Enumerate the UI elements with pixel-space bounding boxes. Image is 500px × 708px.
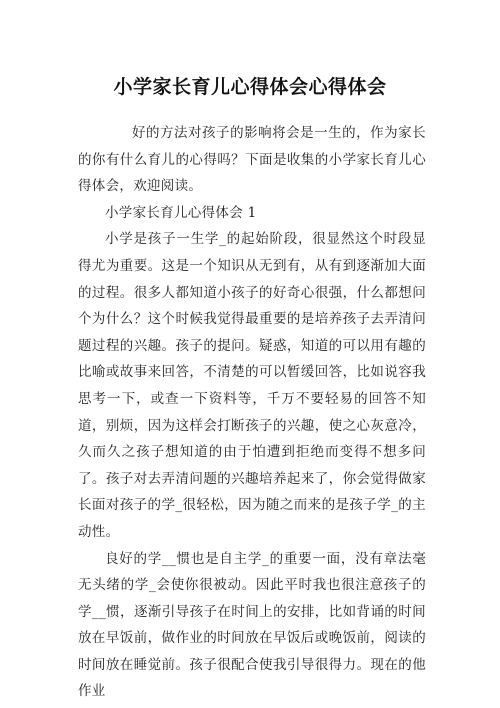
body-paragraph-2: 良好的学__惯也是自主学_的重要一面，没有章法毫无头绪的学_会使你很被动。因此平时我也很注意孩子的学__惯，逐渐引导孩子在时间上的安排，比如背诵的时间放在早饭前，做作业的时间放在早饭后或晚饭前，阅读的时间放在睡觉前。孩子很配合使我引导很得力。现在的他作业 <box>78 550 426 700</box>
section-heading: 小学家长育儿心得体会 1 <box>105 204 257 221</box>
intro-paragraph: 好的方法对孩子的影响将会是一生的，作为家长的你有什么育儿的心得吗？下面是收集的小学家长育儿心得体会，欢迎阅读。 <box>78 125 426 195</box>
body-paragraph-1: 小学是孩子一生学_的起始阶段，很显然这个时段显得尤为重要。这是一个知识从无到有，从有到逐渐加大面的过程。很多人都知道小孩子的好奇心很强，什么都想问个为什么？这个时候我觉得最重要的是培养孩子去弄清问题过程的兴趣。孩子的提问。疑惑，知道的可以用有趣的比喻或故事来回答，不清楚的可以暂缓回答，比如说容我思考一下，或查一下资料等，千万不要轻易的回答不知道，别烦，因为这样会打断孩子的兴趣，使之心灰意冷，久而久之孩子想知道的由于怕遭到拒绝而变得不想多问了。孩子对去弄清问题的兴趣培养起来了，你会觉得做家长面对孩子的学_很轻松，因为随之而来的是孩子学_的主动性。 <box>78 231 426 540</box>
document-body <box>78 120 426 705</box>
document-title: 小学家长育儿心得体会心得体会 <box>113 76 387 98</box>
